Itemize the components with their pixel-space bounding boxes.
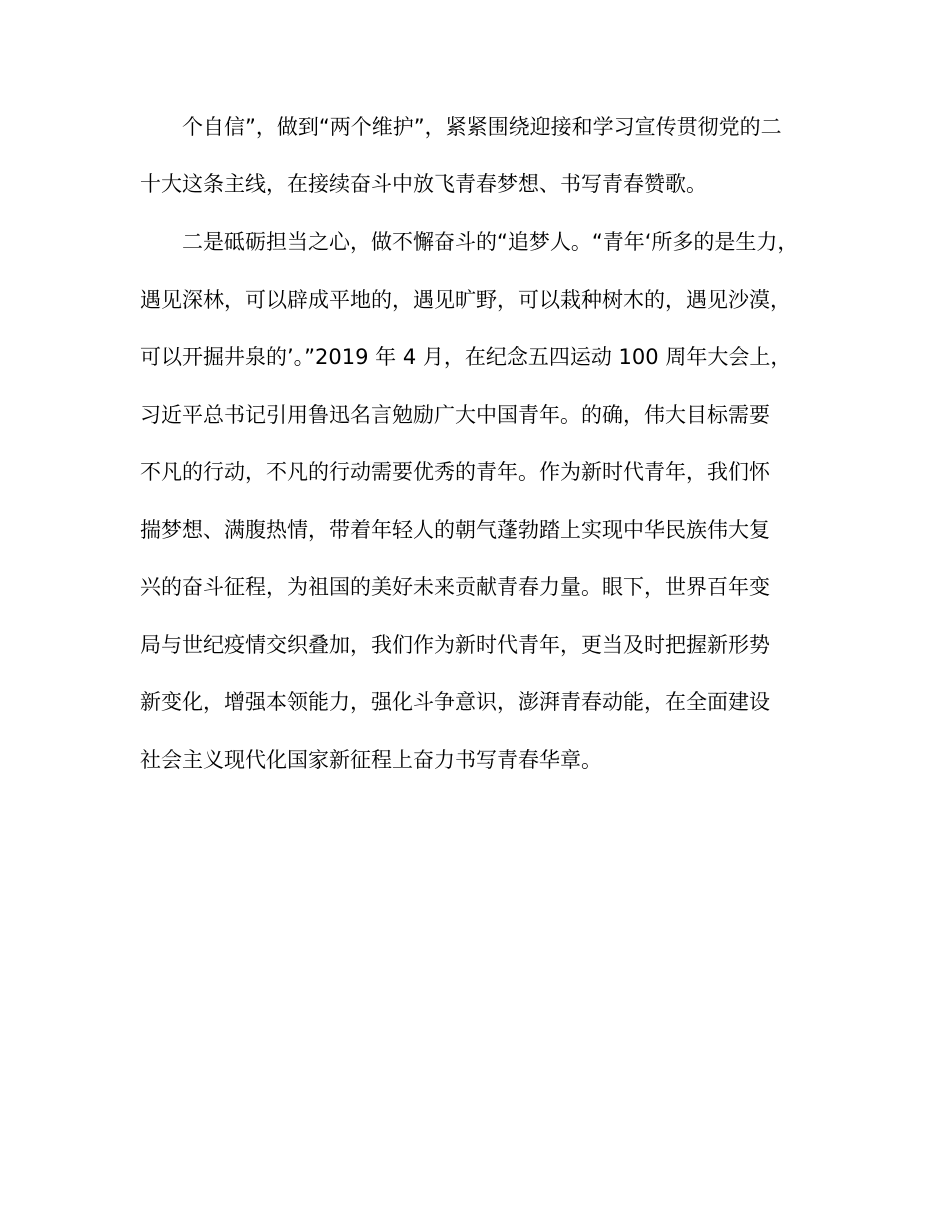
text-line: 社会主义现代化国家新征程上奋力书写青春华章。 bbox=[140, 748, 602, 772]
text-line: 兴的奋斗征程，为祖国的美好未来贡献青春力量。眼下，世界百年变 bbox=[140, 575, 770, 599]
text-line: 局与世纪疫情交织叠加，我们作为新时代青年，更当及时把握新形势 bbox=[140, 633, 770, 657]
text-line: 不凡的行动，不凡的行动需要优秀的青年。作为新时代青年，我们怀 bbox=[140, 460, 770, 484]
text-line: 二是砥砺担当之心，做不懈奋斗的“追梦人。“青年‘所多的是生力， bbox=[182, 230, 799, 254]
text-line: 习近平总书记引用鲁迅名言勉励广大中国青年。的确，伟大目标需要 bbox=[140, 403, 770, 427]
text-line: 遇见深林，可以辟成平地的，遇见旷野，可以栽种树木的，遇见沙漠， bbox=[140, 288, 791, 312]
text-line: 个自信”，做到“两个维护”，紧紧围绕迎接和学习宣传贯彻党的二 bbox=[182, 115, 782, 139]
text-line: 十大这条主线，在接续奋斗中放飞青春梦想、书写青春赞歌。 bbox=[140, 172, 707, 196]
text-line: 新变化，增强本领能力，强化斗争意识，澎湃青春动能，在全面建设 bbox=[140, 690, 770, 714]
text-line: 揣梦想、满腹热情，带着年轻人的朝气蓬勃踏上实现中华民族伟大复 bbox=[140, 518, 770, 542]
text-line: 可以开掘井泉的’。”2019 年 4 月，在纪念五四运动 100 周年大会上， bbox=[140, 345, 792, 369]
